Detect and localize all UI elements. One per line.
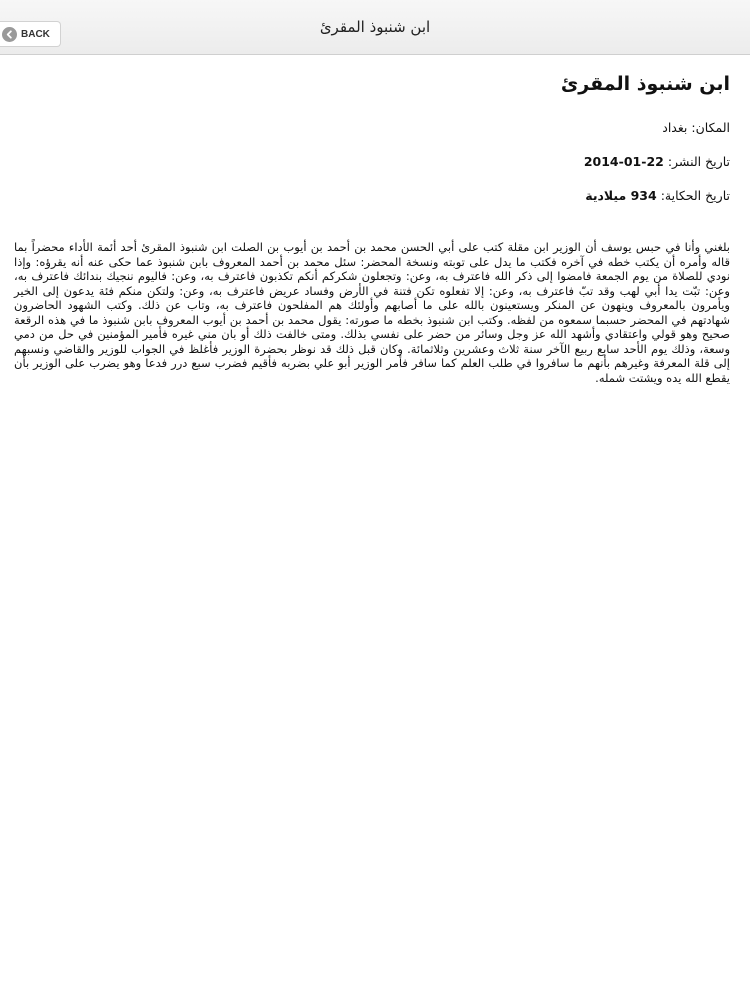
story-date-value: 934 ميلادية <box>585 188 657 203</box>
back-button-label: BACK <box>21 28 50 40</box>
place-label: المكان: <box>691 120 730 135</box>
story-body: بلغني وأنا في حبس يوسف أن الوزير ابن مقلة كتب على أبي الحسن محمد بن أحمد بن أيوب بن الصلت ابن شنبوذ المقرئ أحد أئمة الأداء محضراً بما قاله وأمره أن يكتب خطه في آخره فكتب ما يدل على توبته ونسخة المحضر: سئل محمد بن أحمد المعروف بابن شنبوذ عما حكى عنه أنه يقرؤه: وإذا نودي للصلاة من يوم الجمعة فامضوا إلى ذكر الله فاعترف به، وعن: وتجعلون شكركم أنكم تكذبون فاعترف به، وعن: فاليوم ننجيك بندائك فاعترف به، وعن: تبّت يدا أبي لهب وقد تبّ فاعترف به، وعن: إلا تفعلوه تكن فتنة في الأرض وفساد عريض فاعترف به، وعن: ولتكن منكم فئة يدعون إلى الخير ويأمرون بالمعروف وينهون عن المنكر ويستعينون بالله على ما أصابهم وأولئك هم المفلحون فاعترف به، وتاب عن ذلك. وكتب الشهود الحاضرون شهادتهم في المحضر حسبما سمعوه من لفظه. وكتب ابن شنبوذ بخطه ما صورته: يقول محمد بن أحمد بن أيوب المعروف بابن شنبوذ ما في هذه الرقعة صحيح وهو قولي واعتقادي وأشهد الله عز وجل وسائر من حضر على نفسي بذلك. ومتى خالفت ذلك أو بان مني غيره فأمير المؤمنين في حل من دمي وسعة، وذلك يوم الأحد سابع ربيع الآخر سنة ثلاث وعشرين وثلاثمائة. وكان قبل ذلك قد نوظر بحضرة الوزير فأغلظ في الجواب للوزير والقاضي ونسبهم إلى قلة المعرفة وغيرهم بأنهم ما سافروا في طلب العلم كما سافر فأمر الوزير أبو علي بضربه فأقيم فضرب سبع درر فدعا وهو يضرب على الوزير بأن يقطع الله يده ويشتت شمله. <box>14 240 730 385</box>
story-content[interactable] <box>0 55 750 1000</box>
navigation-bar <box>0 0 750 55</box>
published-label: تاريخ النشر: <box>667 154 730 169</box>
navbar-title: ابن شنبوذ المقرئ <box>319 18 431 36</box>
published-line <box>14 154 730 170</box>
place-value: بغداد <box>662 120 688 135</box>
published-value: 22-01-2014 <box>583 154 664 169</box>
story-date-label: تاريخ الحكاية: <box>660 188 730 203</box>
story-title: ابن شنبوذ المقرئ <box>560 73 730 95</box>
place-line <box>14 120 730 136</box>
story-date-line <box>14 188 730 204</box>
